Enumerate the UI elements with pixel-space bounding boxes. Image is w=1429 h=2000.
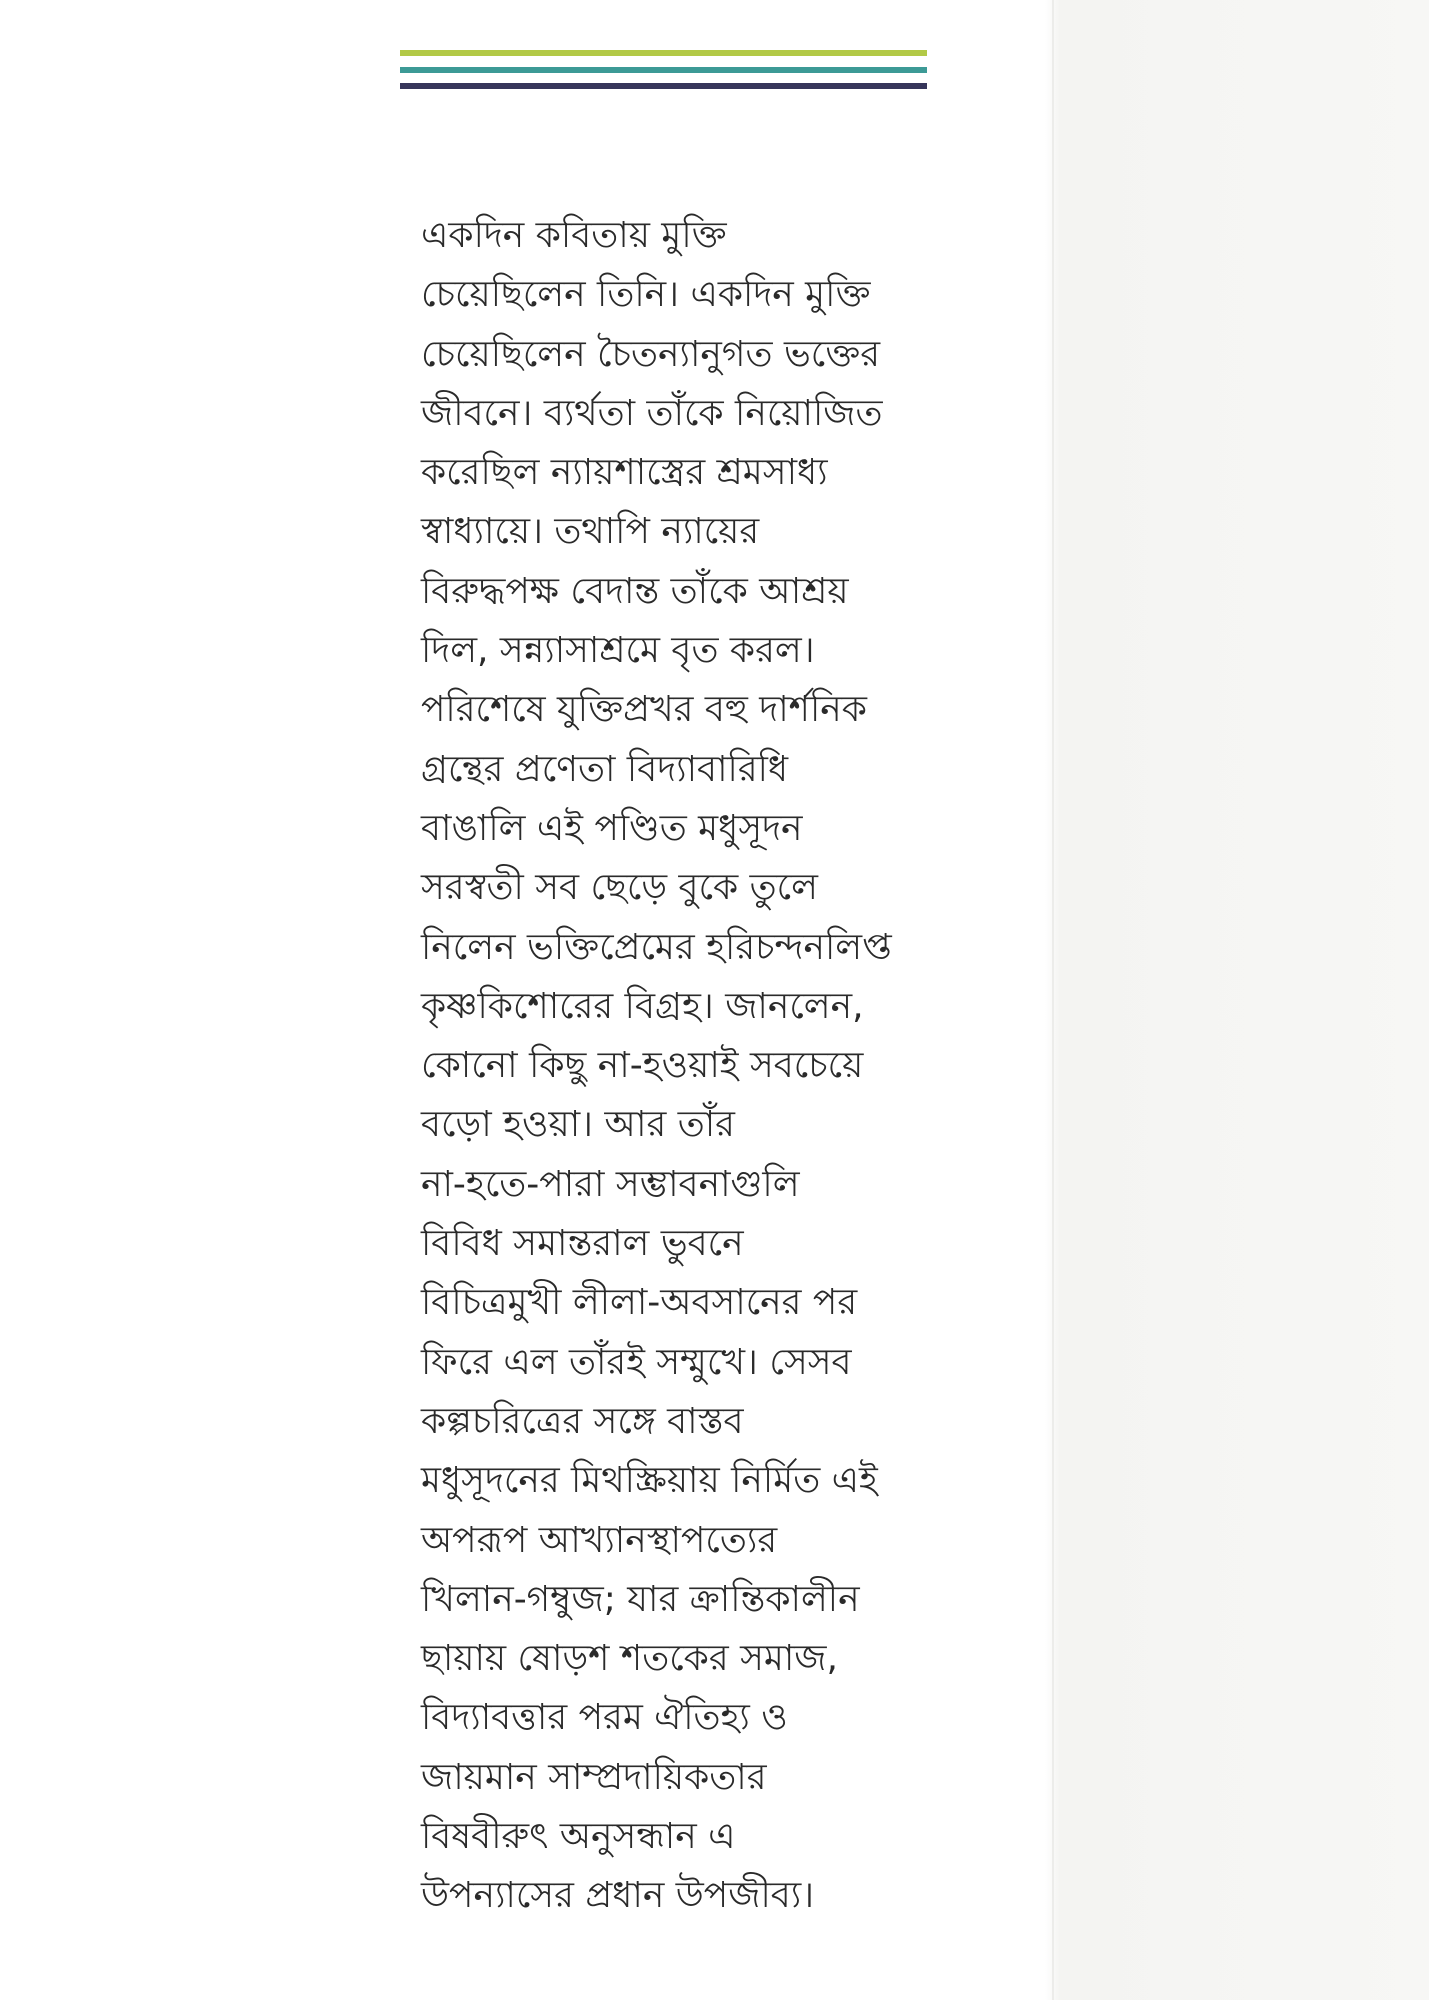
blurb-text xyxy=(421,206,1021,1926)
blurb-line: বড়ো হওয়া। আর তাঁর xyxy=(421,1104,735,1146)
blurb-line: অপরূপ আখ্যানস্থাপত্যের xyxy=(421,1519,778,1561)
decorative-rule-navy xyxy=(400,83,927,89)
blurb-line: বিদ্যাবত্তার পরম ঐতিহ্য ও xyxy=(421,1697,788,1739)
blurb-line: খিলান-গম্বুজ; যার ক্রান্তিকালীন xyxy=(421,1578,860,1620)
blurb-line: একদিন কবিতায় মুক্তি xyxy=(421,215,727,256)
blurb-line: স্বাধ্যায়ে। তথাপি ন্যায়ের xyxy=(421,511,760,553)
blurb-line: জীবনে। ব্যর্থতা তাঁকে নিয়োজিত xyxy=(421,392,883,434)
blurb-line: কোনো কিছু না-হওয়াই সবচেয়ে xyxy=(421,1045,864,1087)
blurb-line: দিল, সন্ন্যাসাশ্রমে বৃত করল। xyxy=(421,630,815,672)
blurb-line: চেয়েছিলেন তিনি। একদিন মুক্তি xyxy=(421,274,871,316)
blurb-line: করেছিল ন্যায়শাস্ত্রের শ্রমসাধ্য xyxy=(421,452,828,494)
blurb-line: ফিরে এল তাঁরই সম্মুখে। সেসব xyxy=(421,1341,852,1383)
blurb-line: চেয়েছিলেন চৈতন্যানুগত ভক্তের xyxy=(421,333,881,375)
blurb-line: মধুসূদনের মিথস্ক্রিয়ায় নির্মিত এই xyxy=(421,1460,878,1502)
decorative-rule-green xyxy=(400,50,927,56)
blurb-line: বিষবীরুৎ অনুসন্ধান এ xyxy=(421,1816,736,1858)
blurb-line: বাঙালি এই পণ্ডিত মধুসূদন xyxy=(421,807,803,849)
page-edge-shadow xyxy=(1052,0,1054,2000)
blurb-line: উপন্যাসের প্রধান উপজীব্য। xyxy=(421,1875,815,1917)
blurb-line: না-হতে-পারা সম্ভাবনাগুলি xyxy=(421,1163,800,1205)
blurb-line: বিবিধ সমান্তরাল ভুবনে xyxy=(421,1223,744,1265)
blurb-line: বিরুদ্ধপক্ষ বেদান্ত তাঁকে আশ্রয় xyxy=(421,570,849,612)
blurb-line: কল্পচরিত্রের সঙ্গে বাস্তব xyxy=(421,1400,744,1442)
blurb-line: গ্রন্থের প্রণেতা বিদ্যাবারিধি xyxy=(421,748,789,790)
blurb-line: বিচিত্রমুখী লীলা-অবসানের পর xyxy=(421,1282,858,1324)
blurb-line: কৃষ্ণকিশোরের বিগ্রহ। জানলেন, xyxy=(421,985,864,1027)
blurb-line: সরস্বতী সব ছেড়ে বুকে তুলে xyxy=(421,867,818,909)
blurb-line: জায়মান সাম্প্রদায়িকতার xyxy=(421,1756,767,1798)
blurb-line: পরিশেষে যুক্তিপ্রখর বহু দার্শনিক xyxy=(421,689,867,731)
blurb-line: নিলেন ভক্তিপ্রেমের হরিচন্দনলিপ্ত xyxy=(421,926,892,968)
blurb-line: ছায়ায় ষোড়শ শতকের সমাজ, xyxy=(421,1638,838,1680)
decorative-rule-teal xyxy=(400,67,927,73)
